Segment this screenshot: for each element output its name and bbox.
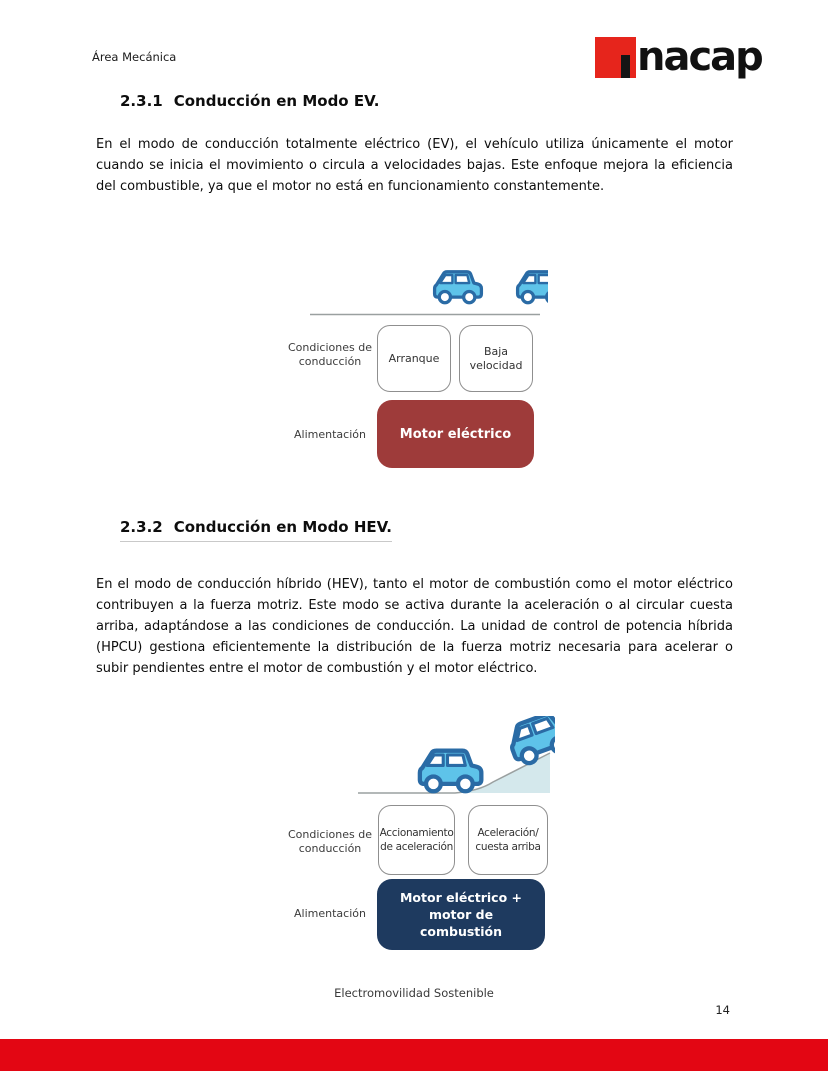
paragraph-ev: En el modo de conducción totalmente eléctrico (EV), el vehículo utiliza únicamente el motor cuando se inicia el movimiento o circula a velocidades bajas. Este enfoque mejora la eficiencia del combustible, ya que el motor no está en funcionamiento constantemente. <box>96 137 733 194</box>
car-icon <box>420 751 481 792</box>
inacap-logo-red-square-icon <box>595 37 636 78</box>
section-number: 2.3.1 <box>120 92 163 110</box>
section-title-hev <box>120 518 392 542</box>
condition-box-arranque: Arranque <box>377 325 451 392</box>
section-number: 2.3.2 <box>120 518 163 536</box>
ev-cars-illustration <box>298 254 548 318</box>
section-title-text: Conducción en Modo EV. <box>173 92 380 110</box>
inacap-logo-text: nacap <box>637 34 762 80</box>
condition-box-accionamiento: Accionamiento de aceleración <box>378 805 455 875</box>
inacap-logo <box>595 34 762 80</box>
power-label: Alimentación <box>294 428 366 441</box>
car-icon <box>518 272 548 303</box>
condition-box-cuesta-arriba: Aceleración/ cuesta arriba <box>468 805 548 875</box>
footer-document-title: Electromovilidad Sostenible <box>334 986 494 1000</box>
section-title-text: Conducción en Modo HEV. <box>173 518 393 536</box>
section-title-ev <box>120 92 379 110</box>
power-label: Alimentación <box>294 907 366 920</box>
power-box-motor-electrico: Motor eléctrico <box>377 400 534 468</box>
footer-red-bar <box>0 1039 828 1071</box>
conditions-label: Condiciones de conducción <box>288 341 372 368</box>
paragraph-hev: En el modo de conducción híbrido (HEV), tanto el motor de combustión como el motor eléctrico contribuyen a la fuerza motriz. Este modo se activa durante la aceleración o al circular cuesta arriba, adaptándose a las condiciones de conducción. La unidad de control de potencia híbrida (HPCU) gestiona eficientemente la distribución de la fuerza motriz necesaria para acelerar o subir pendientes entre el motor de combustión y el motor eléctrico. <box>96 577 733 676</box>
car-icon <box>435 272 482 303</box>
conditions-label: Condiciones de conducción <box>288 828 372 855</box>
hev-cars-illustration <box>263 716 555 800</box>
header-area-label: Área Mecánica <box>92 50 177 64</box>
page-number: 14 <box>715 1003 730 1017</box>
condition-box-baja-velocidad: Baja velocidad <box>459 325 533 392</box>
power-box-motor-electrico-combustion: Motor eléctrico + motor de combustión <box>377 879 545 950</box>
